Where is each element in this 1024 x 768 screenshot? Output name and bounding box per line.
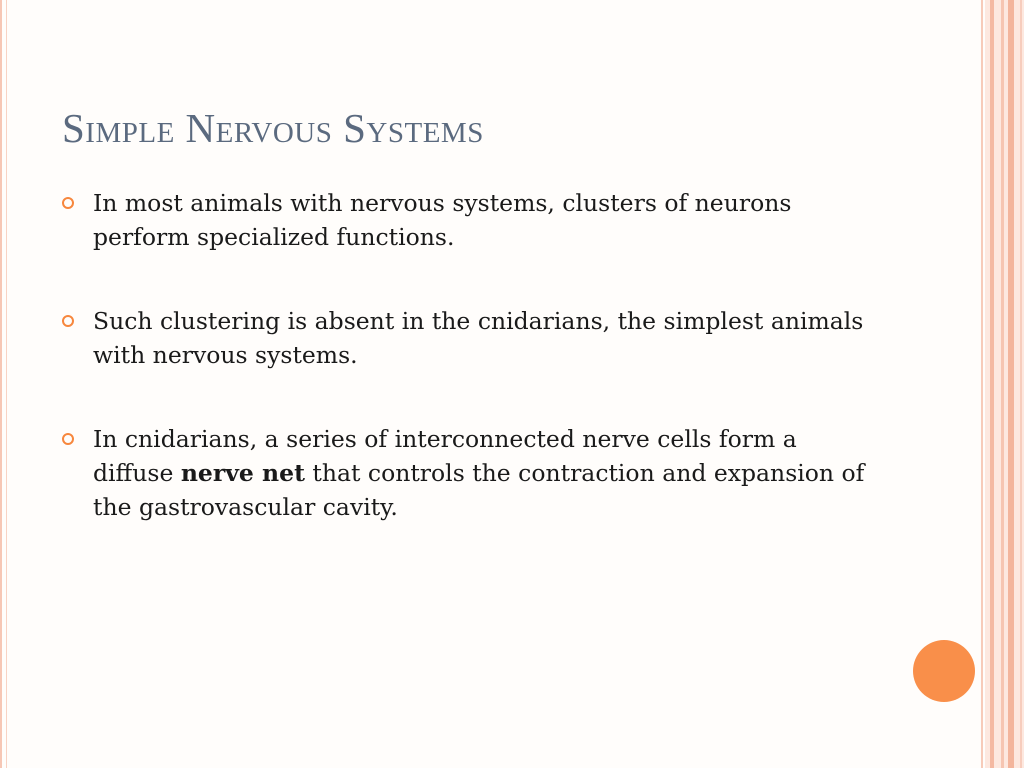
bullet-circle-icon [62, 197, 74, 209]
bullet-circle-icon [62, 433, 74, 445]
right-border-stripe-5 [1020, 0, 1022, 768]
bullet-text [93, 425, 864, 521]
bullet-text [93, 307, 863, 369]
bullet-item [62, 186, 882, 254]
bullet-list [62, 186, 882, 574]
bullet-circle-icon [62, 315, 74, 327]
bullet-text-part: that controls the contraction and expansion of the gastrovascular cavity. [93, 459, 865, 521]
slide-title: Simple Nervous Systems [62, 105, 484, 151]
right-border-stripe-3 [1001, 0, 1004, 768]
bullet-text [93, 189, 791, 251]
right-border-stripe-4 [1008, 0, 1014, 768]
bullet-text-part: In cnidarians, a series of interconnected nerve cells form a diffuse [93, 425, 797, 487]
left-border-stripe-thin [6, 0, 7, 768]
orange-circle-decoration-icon [913, 640, 975, 702]
left-border-stripe [0, 0, 2, 768]
bullet-text-part: In most animals with nervous systems, clusters of neurons perform specialized functions. [93, 189, 792, 251]
bullet-text-part: Such clustering is absent in the cnidarians, the simplest animals with nervous systems. [93, 307, 864, 369]
bullet-item [62, 304, 882, 372]
bullet-bold-term: nerve net [180, 459, 305, 487]
right-border-stripe-2 [990, 0, 994, 768]
bullet-item [62, 422, 882, 524]
right-border-stripe-1 [981, 0, 983, 768]
